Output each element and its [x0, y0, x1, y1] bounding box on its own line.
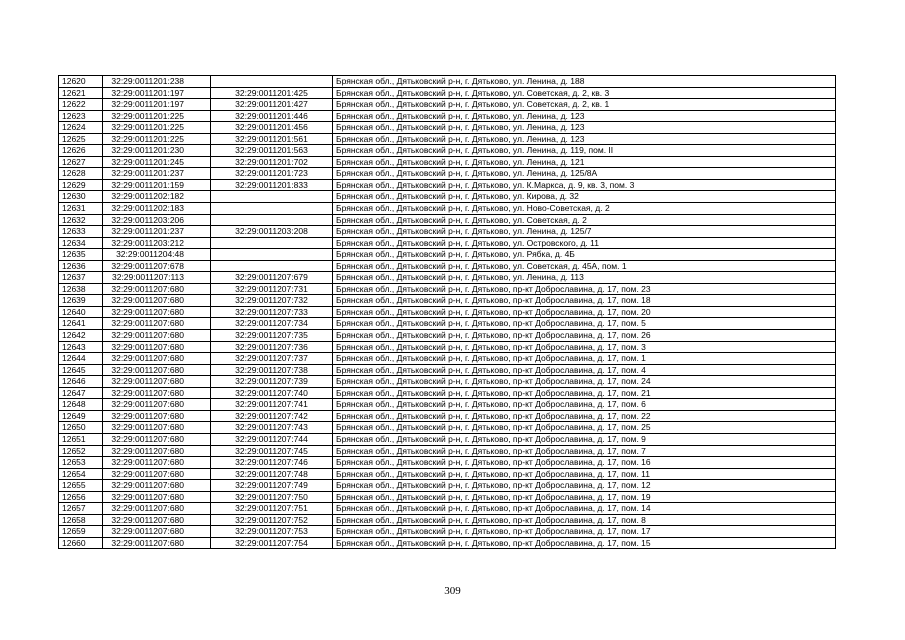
parcel-number-cell: 32:29:0011201:225 — [103, 122, 211, 134]
table-row — [59, 364, 836, 376]
page-number: 309 — [444, 585, 461, 597]
object-number-cell: 32:29:0011207:744 — [211, 433, 333, 445]
address-cell: Брянская обл., Дятьковский р-н, г. Дятьково, пр-кт Доброславина, д. 17, пом. 26 — [333, 330, 836, 342]
object-number-cell: 32:29:0011207:735 — [211, 330, 333, 342]
object-number-cell: 32:29:0011207:731 — [211, 283, 333, 295]
parcel-number-cell: 32:29:0011207:680 — [103, 433, 211, 445]
row-number-cell: 12659 — [59, 526, 103, 538]
table-row — [59, 468, 836, 480]
address-cell: Брянская обл., Дятьковский р-н, г. Дятьково, пр-кт Доброславина, д. 17, пом. 21 — [333, 387, 836, 399]
row-number-cell: 12654 — [59, 468, 103, 480]
table-row — [59, 156, 836, 168]
object-number-cell: 32:29:0011207:739 — [211, 376, 333, 388]
parcel-number-cell: 32:29:0011207:680 — [103, 457, 211, 469]
parcel-number-cell: 32:29:0011207:680 — [103, 491, 211, 503]
table-row — [59, 191, 836, 203]
parcel-number-cell: 32:29:0011201:237 — [103, 226, 211, 238]
address-cell: Брянская обл., Дятьковский р-н, г. Дятьково, ул. Советская, д. 2, кв. 3 — [333, 87, 836, 99]
address-cell: Брянская обл., Дятьковский р-н, г. Дятьково, ул. Советская, д. 45А, пом. 1 — [333, 260, 836, 272]
table-row — [59, 353, 836, 365]
address-cell: Брянская обл., Дятьковский р-н, г. Дятьково, пр-кт Доброславина, д. 17, пом. 20 — [333, 306, 836, 318]
row-number-cell: 12624 — [59, 122, 103, 134]
row-number-cell: 12651 — [59, 433, 103, 445]
table-row — [59, 110, 836, 122]
parcel-number-cell: 32:29:0011201:230 — [103, 145, 211, 157]
table-row — [59, 306, 836, 318]
table-row — [59, 87, 836, 99]
parcel-number-cell: 32:29:0011207:680 — [103, 480, 211, 492]
address-cell: Брянская обл., Дятьковский р-н, г. Дятьково, пр-кт Доброславина, д. 17, пом. 3 — [333, 341, 836, 353]
parcel-number-cell: 32:29:0011207:680 — [103, 295, 211, 307]
row-number-cell: 12652 — [59, 445, 103, 457]
address-cell: Брянская обл., Дятьковский р-н, г. Дятьково, пр-кт Доброславина, д. 17, пом. 8 — [333, 514, 836, 526]
table-row — [59, 99, 836, 111]
parcel-number-cell: 32:29:0011207:680 — [103, 399, 211, 411]
table-row — [59, 283, 836, 295]
address-cell: Брянская обл., Дятьковский р-н, г. Дятьково, пр-кт Доброславина, д. 17, пом. 9 — [333, 433, 836, 445]
table-row — [59, 179, 836, 191]
address-cell: Брянская обл., Дятьковский р-н, г. Дятьково, ул. Ленина, д. 113 — [333, 272, 836, 284]
row-number-cell: 12633 — [59, 226, 103, 238]
address-cell: Брянская обл., Дятьковский р-н, г. Дятьково, пр-кт Доброславина, д. 17, пом. 4 — [333, 364, 836, 376]
object-number-cell: 32:29:0011201:427 — [211, 99, 333, 111]
row-number-cell: 12620 — [59, 76, 103, 88]
address-cell: Брянская обл., Дятьковский р-н, г. Дятьково, пр-кт Доброславина, д. 17, пом. 18 — [333, 295, 836, 307]
parcel-number-cell: 32:29:0011207:680 — [103, 376, 211, 388]
object-number-cell: 32:29:0011207:733 — [211, 306, 333, 318]
table-row — [59, 399, 836, 411]
parcel-number-cell: 32:29:0011207:680 — [103, 364, 211, 376]
table-row — [59, 537, 836, 549]
table-row — [59, 295, 836, 307]
row-number-cell: 12636 — [59, 260, 103, 272]
object-number-cell: 32:29:0011207:749 — [211, 480, 333, 492]
object-number-cell: 32:29:0011203:208 — [211, 226, 333, 238]
object-number-cell: 32:29:0011207:736 — [211, 341, 333, 353]
object-number-cell: 32:29:0011201:446 — [211, 110, 333, 122]
row-number-cell: 12621 — [59, 87, 103, 99]
row-number-cell: 12628 — [59, 168, 103, 180]
table-row — [59, 480, 836, 492]
parcel-number-cell: 32:29:0011202:182 — [103, 191, 211, 203]
parcel-number-cell: 32:29:0011203:212 — [103, 237, 211, 249]
parcel-number-cell: 32:29:0011207:680 — [103, 514, 211, 526]
address-cell: Брянская обл., Дятьковский р-н, г. Дятьково, ул. Рябка, д. 4Б — [333, 249, 836, 261]
parcel-number-cell: 32:29:0011201:237 — [103, 168, 211, 180]
address-cell: Брянская обл., Дятьковский р-н, г. Дятьково, ул. Ленина, д. 188 — [333, 76, 836, 88]
object-number-cell: 32:29:0011207:751 — [211, 503, 333, 515]
address-cell: Брянская обл., Дятьковский р-н, г. Дятьково, пр-кт Доброславина, д. 17, пом. 14 — [333, 503, 836, 515]
row-number-cell: 12650 — [59, 422, 103, 434]
object-number-cell: 32:29:0011207:743 — [211, 422, 333, 434]
object-number-cell: 32:29:0011201:833 — [211, 179, 333, 191]
table-row — [59, 457, 836, 469]
address-cell: Брянская обл., Дятьковский р-н, г. Дятьково, пр-кт Доброславина, д. 17, пом. 23 — [333, 283, 836, 295]
address-cell: Брянская обл., Дятьковский р-н, г. Дятьково, пр-кт Доброславина, д. 17, пом. 19 — [333, 491, 836, 503]
object-number-cell — [211, 214, 333, 226]
address-cell: Брянская обл., Дятьковский р-н, г. Дятьково, пр-кт Доброславина, д. 17, пом. 22 — [333, 410, 836, 422]
table-row — [59, 226, 836, 238]
parcel-number-cell: 32:29:0011207:680 — [103, 318, 211, 330]
parcel-number-cell: 32:29:0011207:680 — [103, 410, 211, 422]
row-number-cell: 12627 — [59, 156, 103, 168]
address-cell: Брянская обл., Дятьковский р-н, г. Дятьково, ул. Островского, д. 11 — [333, 237, 836, 249]
row-number-cell: 12645 — [59, 364, 103, 376]
table-row — [59, 376, 836, 388]
row-number-cell: 12658 — [59, 514, 103, 526]
address-cell: Брянская обл., Дятьковский р-н, г. Дятьково, ул. Советская, д. 2 — [333, 214, 836, 226]
row-number-cell: 12642 — [59, 330, 103, 342]
table-row — [59, 203, 836, 215]
table-row — [59, 341, 836, 353]
table-row — [59, 514, 836, 526]
object-number-cell: 32:29:0011201:561 — [211, 133, 333, 145]
row-number-cell: 12648 — [59, 399, 103, 411]
row-number-cell: 12622 — [59, 99, 103, 111]
object-number-cell — [211, 237, 333, 249]
table-row — [59, 503, 836, 515]
row-number-cell: 12634 — [59, 237, 103, 249]
object-number-cell: 32:29:0011207:679 — [211, 272, 333, 284]
address-cell: Брянская обл., Дятьковский р-н, г. Дятьково, пр-кт Доброславина, д. 17, пом. 25 — [333, 422, 836, 434]
object-number-cell — [211, 249, 333, 261]
table-body — [59, 76, 836, 549]
parcel-number-cell: 32:29:0011207:680 — [103, 445, 211, 457]
table-row — [59, 410, 836, 422]
object-number-cell: 32:29:0011201:425 — [211, 87, 333, 99]
address-cell: Брянская обл., Дятьковский р-н, г. Дятьково, ул. Ленина, д. 123 — [333, 122, 836, 134]
table-row — [59, 76, 836, 88]
address-cell: Брянская обл., Дятьковский р-н, г. Дятьково, ул. Ленина, д. 125/8А — [333, 168, 836, 180]
object-number-cell: 32:29:0011207:754 — [211, 537, 333, 549]
row-number-cell: 12644 — [59, 353, 103, 365]
cadastral-table — [58, 75, 836, 549]
object-number-cell: 32:29:0011207:750 — [211, 491, 333, 503]
object-number-cell: 32:29:0011207:732 — [211, 295, 333, 307]
address-cell: Брянская обл., Дятьковский р-н, г. Дятьково, ул. Ленина, д. 125/7 — [333, 226, 836, 238]
address-cell: Брянская обл., Дятьковский р-н, г. Дятьково, ул. К.Маркса, д. 9, кв. 3, пом. 3 — [333, 179, 836, 191]
row-number-cell: 12638 — [59, 283, 103, 295]
object-number-cell — [211, 260, 333, 272]
table-row — [59, 122, 836, 134]
parcel-number-cell: 32:29:0011207:680 — [103, 353, 211, 365]
parcel-number-cell: 32:29:0011203:206 — [103, 214, 211, 226]
parcel-number-cell: 32:29:0011207:680 — [103, 330, 211, 342]
row-number-cell: 12649 — [59, 410, 103, 422]
address-cell: Брянская обл., Дятьковский р-н, г. Дятьково, пр-кт Доброславина, д. 17, пом. 7 — [333, 445, 836, 457]
table-row — [59, 237, 836, 249]
address-cell: Брянская обл., Дятьковский р-н, г. Дятьково, пр-кт Доброславина, д. 17, пом. 24 — [333, 376, 836, 388]
address-cell: Брянская обл., Дятьковский р-н, г. Дятьково, пр-кт Доброславина, д. 17, пом. 12 — [333, 480, 836, 492]
row-number-cell: 12657 — [59, 503, 103, 515]
object-number-cell: 32:29:0011201:702 — [211, 156, 333, 168]
row-number-cell: 12646 — [59, 376, 103, 388]
parcel-number-cell: 32:29:0011202:183 — [103, 203, 211, 215]
address-cell: Брянская обл., Дятьковский р-н, г. Дятьково, пр-кт Доброславина, д. 17, пом. 17 — [333, 526, 836, 538]
row-number-cell: 12643 — [59, 341, 103, 353]
row-number-cell: 12625 — [59, 133, 103, 145]
object-number-cell: 32:29:0011207:745 — [211, 445, 333, 457]
address-cell: Брянская обл., Дятьковский р-н, г. Дятьково, пр-кт Доброславина, д. 17, пом. 15 — [333, 537, 836, 549]
parcel-number-cell: 32:29:0011204:48 — [103, 249, 211, 261]
parcel-number-cell: 32:29:0011207:680 — [103, 306, 211, 318]
row-number-cell: 12623 — [59, 110, 103, 122]
address-cell: Брянская обл., Дятьковский р-н, г. Дятьково, ул. Советская, д. 2, кв. 1 — [333, 99, 836, 111]
parcel-number-cell: 32:29:0011207:680 — [103, 537, 211, 549]
table-row — [59, 491, 836, 503]
parcel-number-cell: 32:29:0011207:678 — [103, 260, 211, 272]
row-number-cell: 12637 — [59, 272, 103, 284]
parcel-number-cell: 32:29:0011207:680 — [103, 387, 211, 399]
row-number-cell: 12640 — [59, 306, 103, 318]
table-row — [59, 145, 836, 157]
object-number-cell: 32:29:0011207:748 — [211, 468, 333, 480]
table-row — [59, 260, 836, 272]
table-row — [59, 387, 836, 399]
parcel-number-cell: 32:29:0011201:159 — [103, 179, 211, 191]
object-number-cell: 32:29:0011201:563 — [211, 145, 333, 157]
object-number-cell — [211, 191, 333, 203]
address-cell: Брянская обл., Дятьковский р-н, г. Дятьково, ул. Ленина, д. 123 — [333, 133, 836, 145]
parcel-number-cell: 32:29:0011207:113 — [103, 272, 211, 284]
parcel-number-cell: 32:29:0011207:680 — [103, 422, 211, 434]
object-number-cell: 32:29:0011207:737 — [211, 353, 333, 365]
table-row — [59, 272, 836, 284]
address-cell: Брянская обл., Дятьковский р-н, г. Дятьково, ул. Ленина, д. 123 — [333, 110, 836, 122]
object-number-cell: 32:29:0011201:723 — [211, 168, 333, 180]
parcel-number-cell: 32:29:0011207:680 — [103, 503, 211, 515]
row-number-cell: 12626 — [59, 145, 103, 157]
object-number-cell: 32:29:0011201:456 — [211, 122, 333, 134]
row-number-cell: 12631 — [59, 203, 103, 215]
row-number-cell: 12653 — [59, 457, 103, 469]
table-row — [59, 318, 836, 330]
parcel-number-cell: 32:29:0011201:238 — [103, 76, 211, 88]
parcel-number-cell: 32:29:0011201:197 — [103, 87, 211, 99]
address-cell: Брянская обл., Дятьковский р-н, г. Дятьково, пр-кт Доброславина, д. 17, пом. 6 — [333, 399, 836, 411]
parcel-number-cell: 32:29:0011207:680 — [103, 468, 211, 480]
address-cell: Брянская обл., Дятьковский р-н, г. Дятьково, ул. Кирова, д. 32 — [333, 191, 836, 203]
address-cell: Брянская обл., Дятьковский р-н, г. Дятьково, пр-кт Доброславина, д. 17, пом. 11 — [333, 468, 836, 480]
object-number-cell: 32:29:0011207:746 — [211, 457, 333, 469]
row-number-cell: 12635 — [59, 249, 103, 261]
row-number-cell: 12655 — [59, 480, 103, 492]
table-row — [59, 133, 836, 145]
address-cell: Брянская обл., Дятьковский р-н, г. Дятьково, ул. Ленина, д. 121 — [333, 156, 836, 168]
object-number-cell: 32:29:0011207:740 — [211, 387, 333, 399]
object-number-cell — [211, 203, 333, 215]
address-cell: Брянская обл., Дятьковский р-н, г. Дятьково, ул. Ново-Советская, д. 2 — [333, 203, 836, 215]
parcel-number-cell: 32:29:0011207:680 — [103, 283, 211, 295]
row-number-cell: 12660 — [59, 537, 103, 549]
address-cell: Брянская обл., Дятьковский р-н, г. Дятьково, пр-кт Доброславина, д. 17, пом. 1 — [333, 353, 836, 365]
object-number-cell: 32:29:0011207:742 — [211, 410, 333, 422]
row-number-cell: 12641 — [59, 318, 103, 330]
row-number-cell: 12632 — [59, 214, 103, 226]
table-row — [59, 526, 836, 538]
parcel-number-cell: 32:29:0011201:225 — [103, 110, 211, 122]
parcel-number-cell: 32:29:0011201:225 — [103, 133, 211, 145]
row-number-cell: 12639 — [59, 295, 103, 307]
table-row — [59, 330, 836, 342]
object-number-cell: 32:29:0011207:741 — [211, 399, 333, 411]
row-number-cell: 12630 — [59, 191, 103, 203]
object-number-cell: 32:29:0011207:752 — [211, 514, 333, 526]
table-row — [59, 249, 836, 261]
table-row — [59, 214, 836, 226]
parcel-number-cell: 32:29:0011207:680 — [103, 341, 211, 353]
parcel-number-cell: 32:29:0011207:680 — [103, 526, 211, 538]
table-row — [59, 433, 836, 445]
address-cell: Брянская обл., Дятьковский р-н, г. Дятьково, пр-кт Доброславина, д. 17, пом. 16 — [333, 457, 836, 469]
row-number-cell: 12629 — [59, 179, 103, 191]
object-number-cell — [211, 76, 333, 88]
table-row — [59, 422, 836, 434]
table-row — [59, 168, 836, 180]
address-cell: Брянская обл., Дятьковский р-н, г. Дятьково, пр-кт Доброславина, д. 17, пом. 5 — [333, 318, 836, 330]
row-number-cell: 12647 — [59, 387, 103, 399]
object-number-cell: 32:29:0011207:753 — [211, 526, 333, 538]
table-row — [59, 445, 836, 457]
row-number-cell: 12656 — [59, 491, 103, 503]
object-number-cell: 32:29:0011207:734 — [211, 318, 333, 330]
address-cell: Брянская обл., Дятьковский р-н, г. Дятьково, ул. Ленина, д. 119, пом. II — [333, 145, 836, 157]
parcel-number-cell: 32:29:0011201:197 — [103, 99, 211, 111]
object-number-cell: 32:29:0011207:738 — [211, 364, 333, 376]
parcel-number-cell: 32:29:0011201:245 — [103, 156, 211, 168]
